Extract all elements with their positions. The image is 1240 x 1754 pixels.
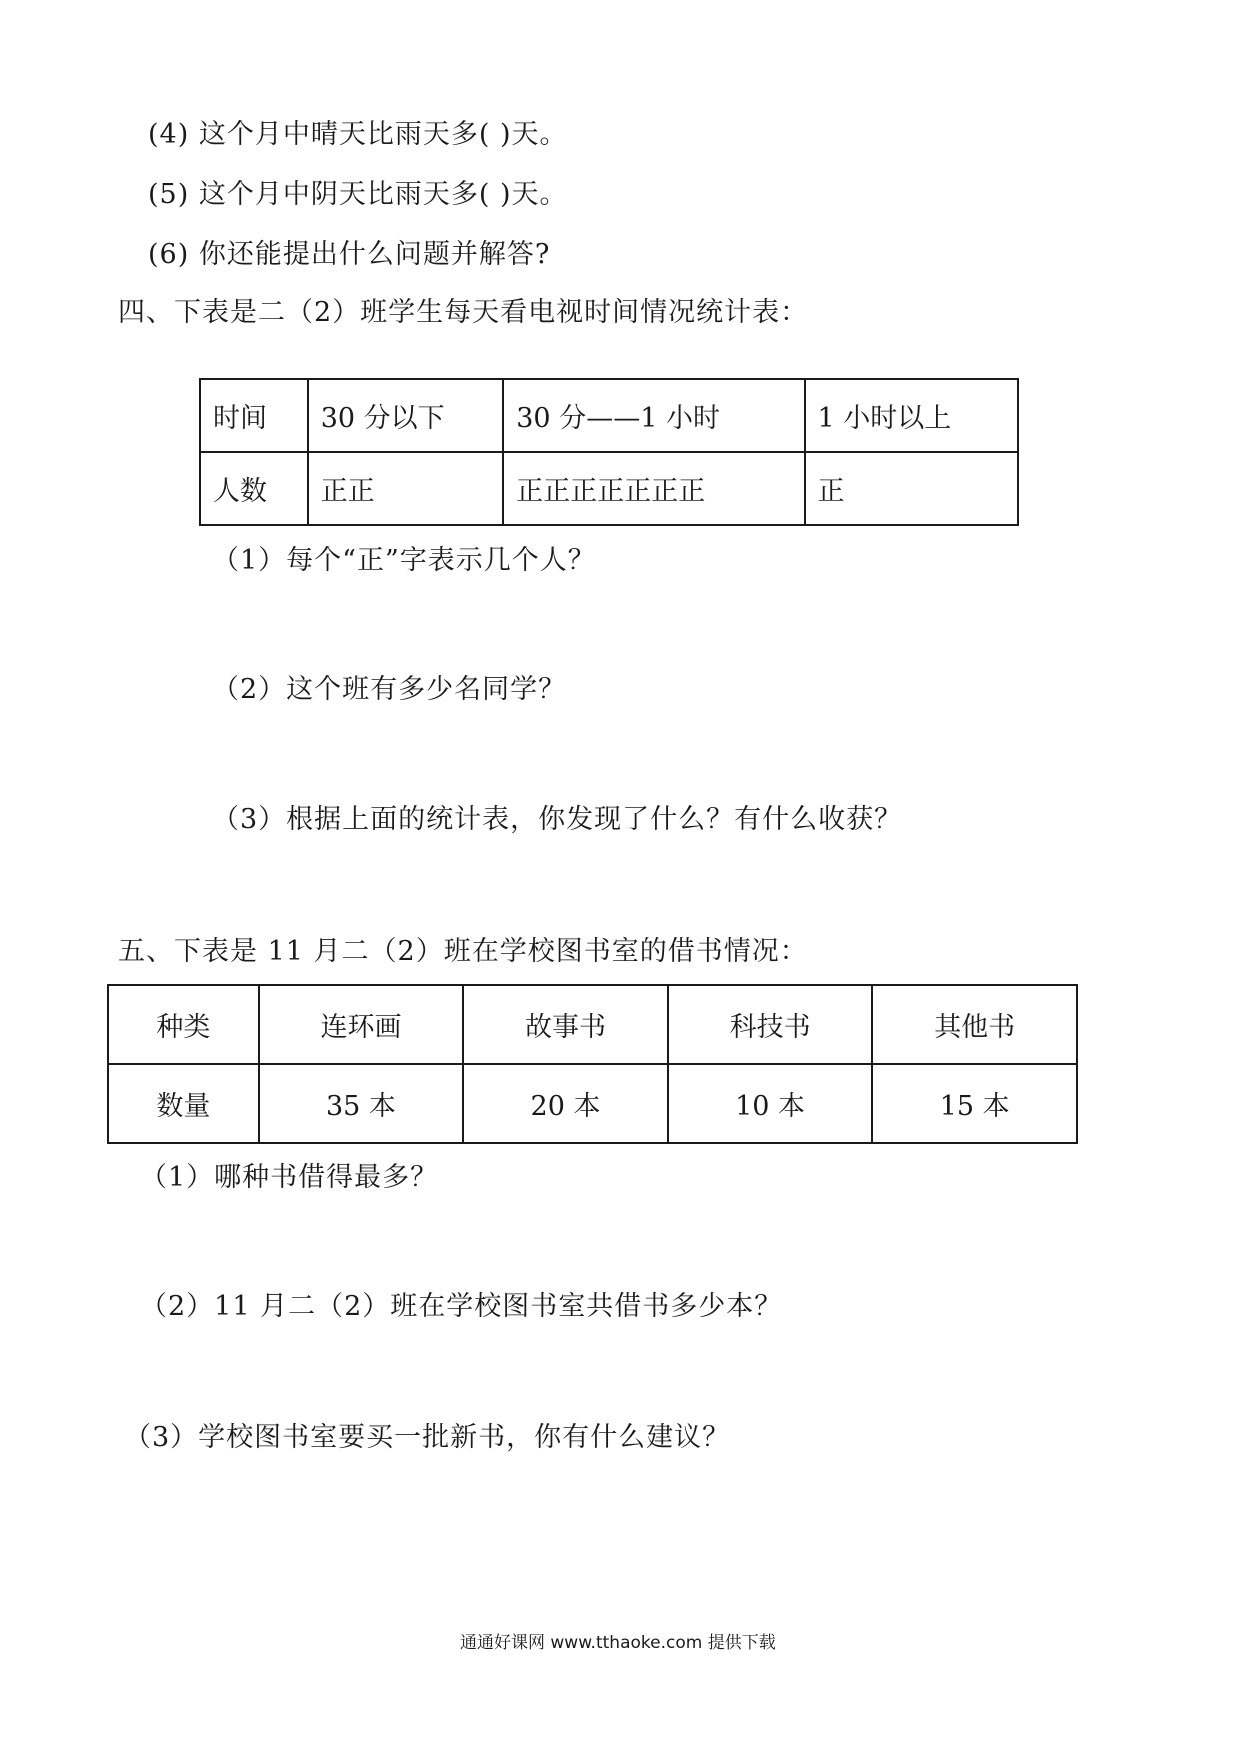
- table-header-row: [108, 985, 1077, 1064]
- question-6: (6) 你还能提出什么问题并解答?: [148, 239, 551, 270]
- table-cell: 30 分以下: [308, 379, 504, 452]
- table-cell: 种类: [108, 985, 259, 1064]
- table-cell: 故事书: [463, 985, 668, 1064]
- table-header-row: [200, 379, 1018, 452]
- table-cell: 30 分——1 小时: [503, 379, 804, 452]
- table-cell: 35 本: [259, 1064, 464, 1143]
- table-cell: 人数: [200, 452, 308, 525]
- section-5-heading: 五、下表是 11 月二（2）班在学校图书室的借书情况：: [118, 936, 808, 967]
- question-5: (5) 这个月中阴天比雨天多( )天。: [148, 179, 568, 210]
- table-cell: 正正正正正正正: [503, 452, 804, 525]
- page-footer: 通通好课网 www.tthaoke.com 提供下载: [460, 1633, 776, 1653]
- section-4-question-2: （2）这个班有多少名同学？: [212, 674, 567, 705]
- section-5-question-2: （2）11 月二（2）班在学校图书室共借书多少本？: [140, 1291, 783, 1322]
- section-4-heading: 四、下表是二（2）班学生每天看电视时间情况统计表：: [118, 297, 809, 328]
- table-cell: 正: [805, 452, 1018, 525]
- table-cell: 其他书: [872, 985, 1077, 1064]
- table-cell: 连环画: [259, 985, 464, 1064]
- table-cell: 时间: [200, 379, 308, 452]
- tv-time-table: [199, 378, 1019, 526]
- table-row: [108, 1064, 1077, 1143]
- table-cell: 15 本: [872, 1064, 1077, 1143]
- library-borrow-table: [107, 984, 1078, 1144]
- table-cell: 1 小时以上: [805, 379, 1018, 452]
- question-4: (4) 这个月中晴天比雨天多( )天。: [148, 119, 568, 150]
- table-row: [200, 452, 1018, 525]
- table-cell: 20 本: [463, 1064, 668, 1143]
- table-cell: 正正: [308, 452, 504, 525]
- section-4-question-3: （3）根据上面的统计表，你发现了什么？有什么收获？: [212, 804, 903, 835]
- section-4-question-1: （1）每个“正”字表示几个人？: [212, 545, 596, 576]
- section-5-question-3: （3）学校图书室要买一批新书，你有什么建议？: [124, 1422, 731, 1453]
- table-cell: 10 本: [668, 1064, 873, 1143]
- section-5-question-1: （1）哪种书借得最多？: [140, 1162, 439, 1193]
- table-cell: 科技书: [668, 985, 873, 1064]
- table-cell: 数量: [108, 1064, 259, 1143]
